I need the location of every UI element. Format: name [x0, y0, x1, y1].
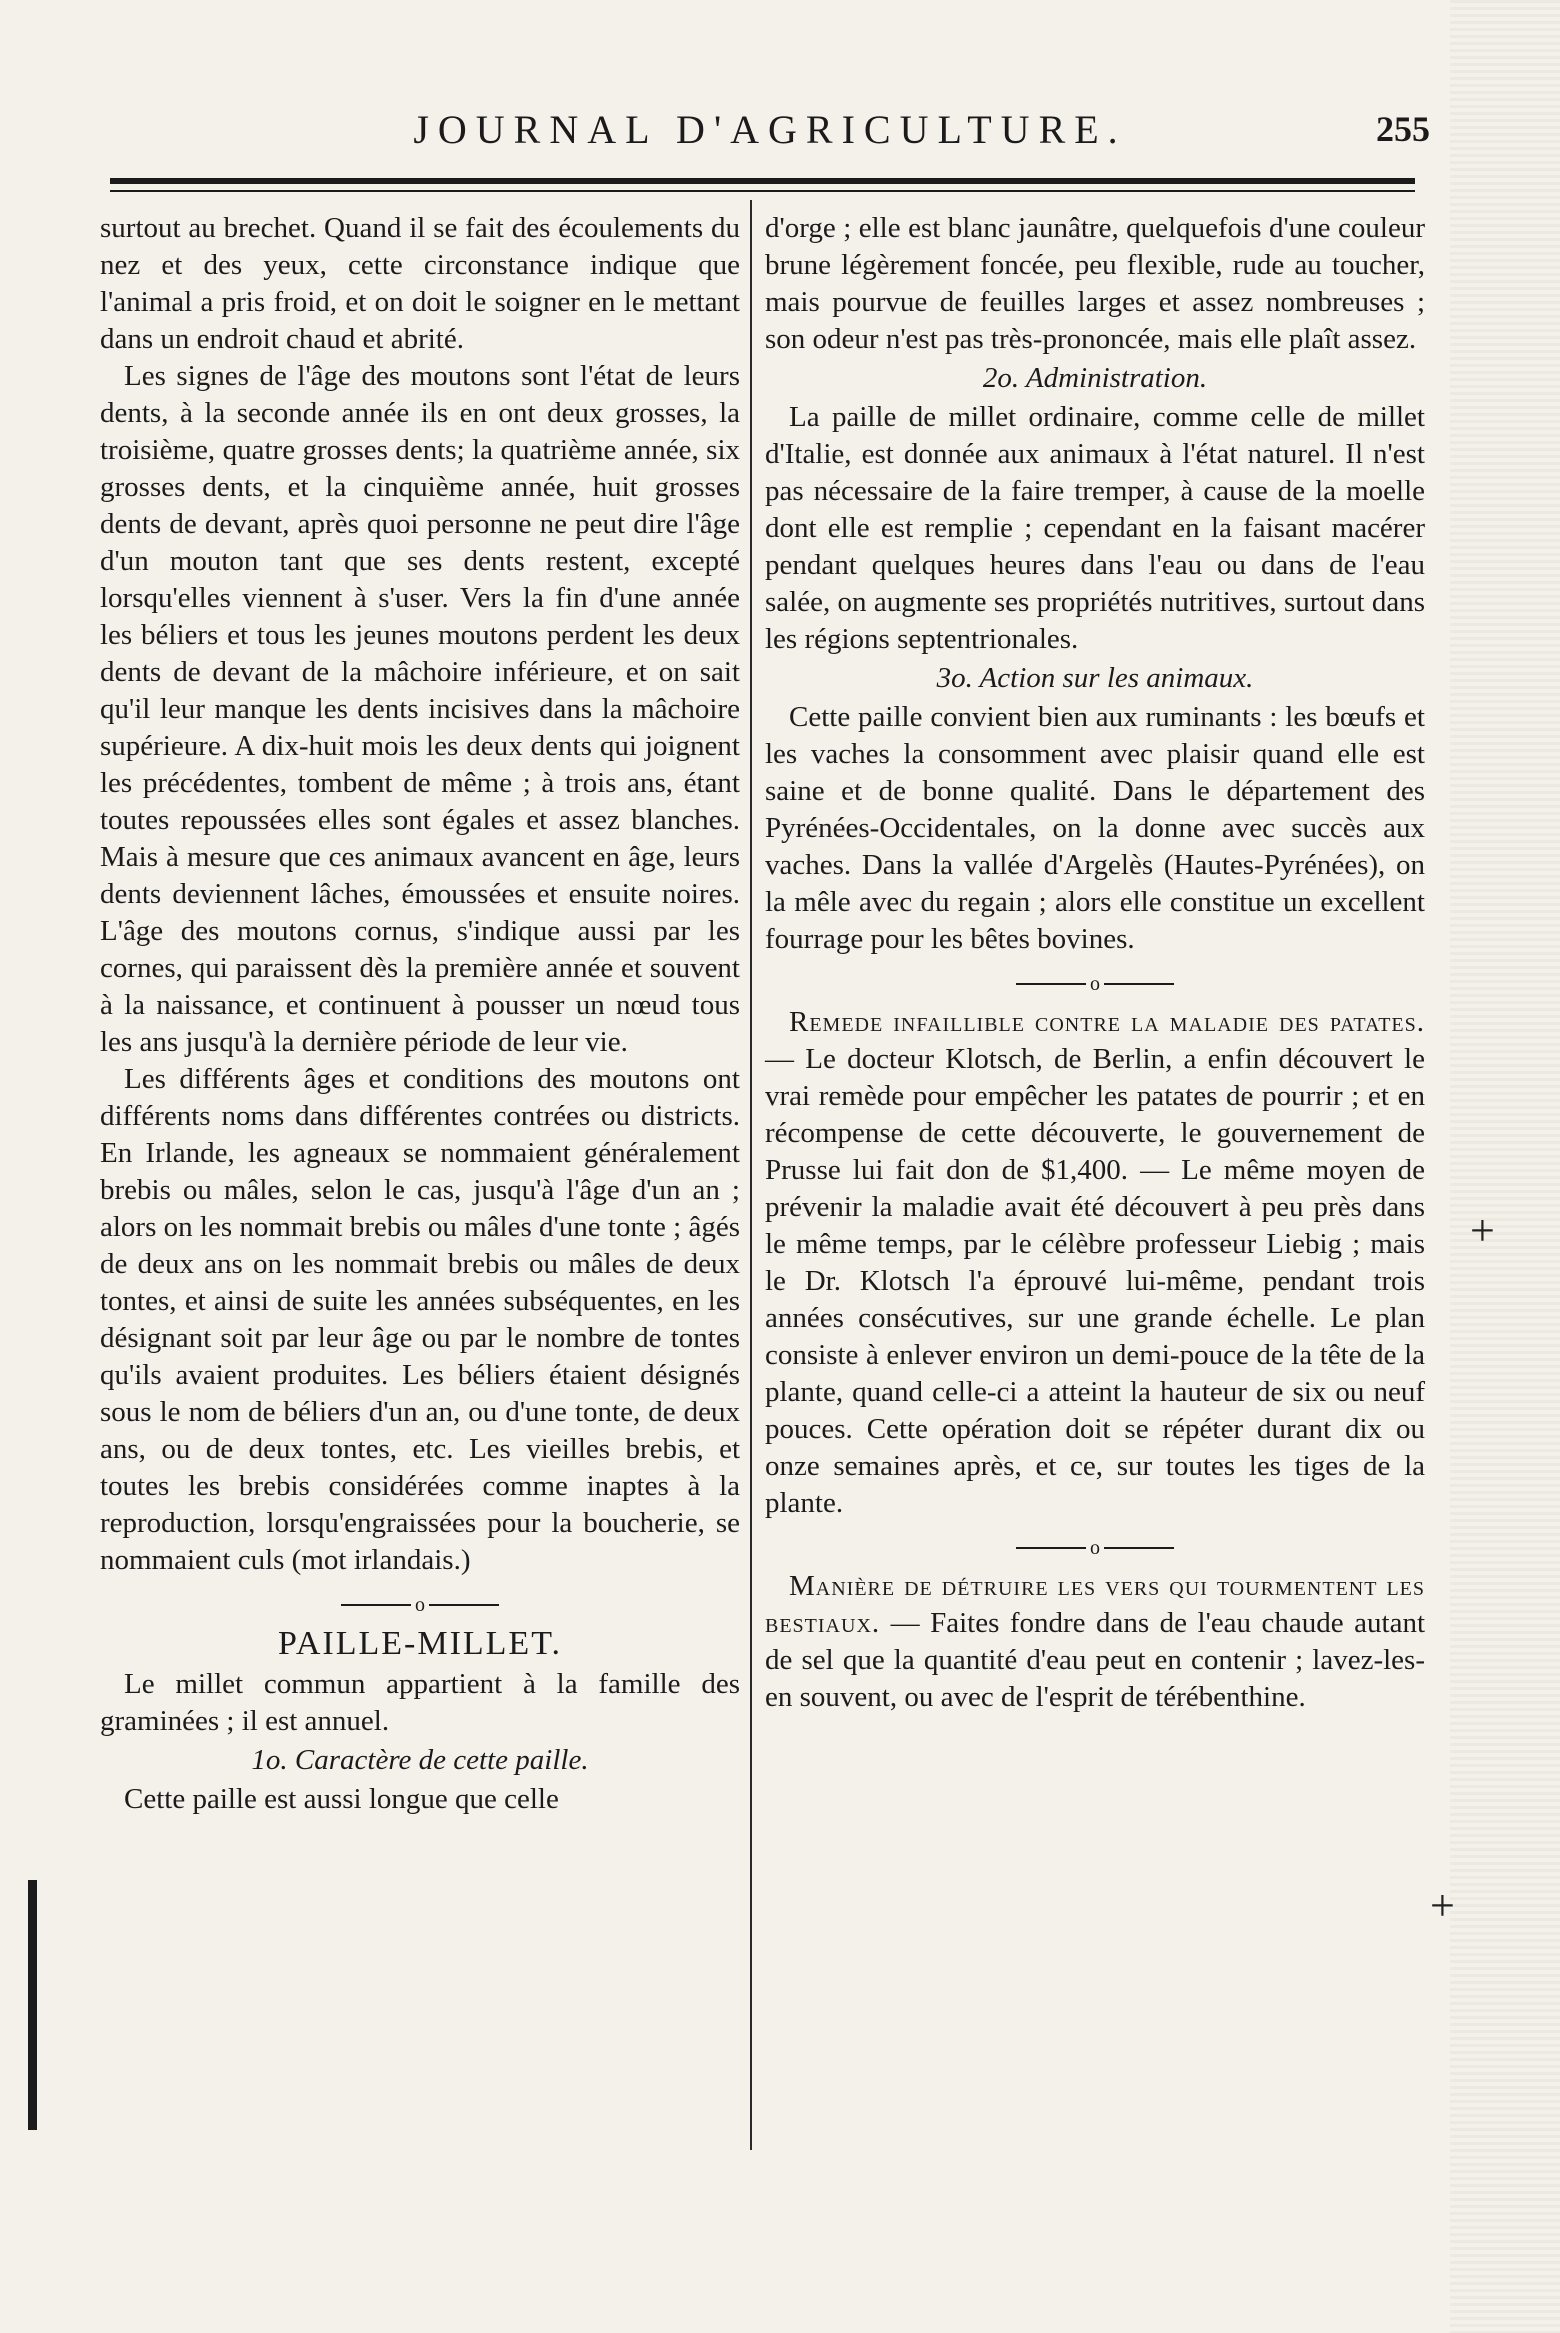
subheading: 2o. Administration. [982, 362, 1208, 394]
paragraph: La paille de millet ordinaire, comme celle de millet d'Italie, est donnée aux animaux à l'état naturel. Il n'est pas nécessaire de la faire tremper, à cause de la moelle dont elle est remplie ; cependant en la faisant macérer pendant quelques heures dans l'eau ou dans de l'eau salée, on augmente ses propriétés nutritives, surtout dans les régions septentrionales. [765, 401, 1425, 655]
paragraph: Les signes de l'âge des moutons sont l'état de leurs dents, à la seconde année ils en ont deux grosses, la troisième, quatre grosses dents; la quatrième année, six grosses dents, et la cinquième année, huit grosses dents de devant, après quoi personne ne peut dire l'âge d'un mouton tant que ses dents restent, excepté lorsqu'elles viennent à s'user. Vers la fin d'une année les béliers et tous les jeunes moutons perdent les deux dents de devant de la mâchoire inférieure, et on sait qu'il leur manque les dents incisives dans la mâchoire supérieure. A dix-huit mois les deux dents qui joignent les précédentes, tombent de même ; à trois ans, étant toutes repoussées elles sont égales et assez blanches. Mais à mesure que ces animaux avancent en âge, leurs dents deviennent lâches, émoussées et ensuite noires. L'âge des moutons cornus, s'indique aussi par les cornes, qui paraissent dès la première année et souvent à la naissance, et continuent à pousser un nœud tous les ans jusqu'à la dernière période de leur vie. [100, 360, 740, 1058]
paragraph: Le millet commun appartient à la famille des graminées ; il est annuel. [100, 1668, 740, 1737]
subheading: 1o. Caractère de cette paille. [251, 1744, 589, 1776]
section-heading: PAILLE-MILLET. [278, 1625, 562, 1662]
right-column [765, 210, 1425, 1716]
article-body: — Faites fondre dans de l'eau chaude autant de sel que la quantité d'eau peut en contenir ; lavez-les-en souvent, ou avec de l'esprit de térébenthine. [765, 1607, 1425, 1713]
article-title: Remede infaillible contre la maladie des patates. [789, 1006, 1425, 1038]
journal-title: JOURNAL D'AGRICULTURE. [413, 107, 1127, 152]
subheading: 3o. Action sur les animaux. [936, 662, 1254, 694]
header-rule-thin [110, 190, 1415, 192]
paragraph: Les différents âges et conditions des moutons ont différents noms dans différentes contrées ou districts. En Irlande, les agneaux se nommaient généralement brebis ou mâles, selon le cas, jusqu'à l'âge d'un an ; alors on les nommait brebis ou mâles d'une tonte ; âgés de deux ans on les nommait brebis ou mâles de deux tontes, et ainsi de suite les années subséquentes, en les désignant soit par leur âge ou par le nombre de tontes qu'ils avaient produites. Les béliers étaient désignés sous le nom de béliers d'un an, ou d'une tonte, de deux ans, ou de deux tontes, etc. Les vieilles brebis, et toutes les brebis considérées comme inaptes à la reproduction, lorsqu'engraissées pour la boucherie, se nommaient culs (mot irlandais.) [100, 1063, 740, 1576]
section-separator: o [765, 1528, 1425, 1558]
margin-cross-mark: + [1470, 1206, 1495, 1255]
page-number: 255 [1376, 109, 1430, 149]
header-rule-thick [110, 178, 1415, 184]
margin-bar [28, 1880, 37, 2130]
page-edge-shading [1450, 0, 1560, 2333]
section-separator: o [100, 1585, 740, 1615]
paragraph: Cette paille est aussi longue que celle [124, 1783, 559, 1815]
paragraph: surtout au brechet. Quand il se fait des écoulements du nez et des yeux, cette circonstance indique que l'animal a pris froid, et on doit le soigner en le mettant dans un endroit chaud et abrité. [100, 212, 740, 355]
article-body: — Le docteur Klotsch, de Berlin, a enfin découvert le vrai remède pour empêcher les patates de pourrir ; et en récompense de cette découverte, le gouvernement de Prusse lui fait don de $1,400. — Le même moyen de prévenir la maladie avait été découvert à peu près dans le même temps, par le célèbre professeur Liebig ; mais le Dr. Klotsch l'a éprouvé lui-même, pendant trois années consécutives, sur une grande échelle. Le plan consiste à enlever environ un demi-pouce de la tête de la plante, quand celle-ci a atteint la hauteur de six ou neuf pouces. Cette opération doit se répéter durant dix ou onze semaines après, et ce, sur toutes les tiges de la plante. [765, 1043, 1425, 1519]
column-divider [750, 200, 752, 2150]
page-header [110, 100, 1430, 160]
section-separator: o [765, 964, 1425, 994]
paragraph: Cette paille convient bien aux ruminants : les bœufs et les vaches la consomment avec plaisir quand elle est saine et de bonne qualité. Dans le département des Pyrénées-Occidentales, on la donne avec succès aux vaches. Dans la vallée d'Argelès (Hautes-Pyrénées), on la mêle avec du regain ; alors elle constitue un excellent fourrage pour les bêtes bovines. [765, 701, 1425, 955]
left-column [100, 210, 740, 1818]
article-remede [765, 1004, 1425, 1522]
article-vers [765, 1568, 1425, 1716]
paragraph: d'orge ; elle est blanc jaunâtre, quelquefois d'une couleur brune légèrement foncée, peu flexible, rude au toucher, mais pourvue de feuilles larges et assez nombreuses ; son odeur n'est pas très-prononcée, mais elle plaît assez. [765, 212, 1425, 355]
article-title: Manière de détruire les vers qui tourmentent les bestiaux. [765, 1570, 1425, 1639]
margin-cross-mark: + [1430, 1881, 1455, 1930]
